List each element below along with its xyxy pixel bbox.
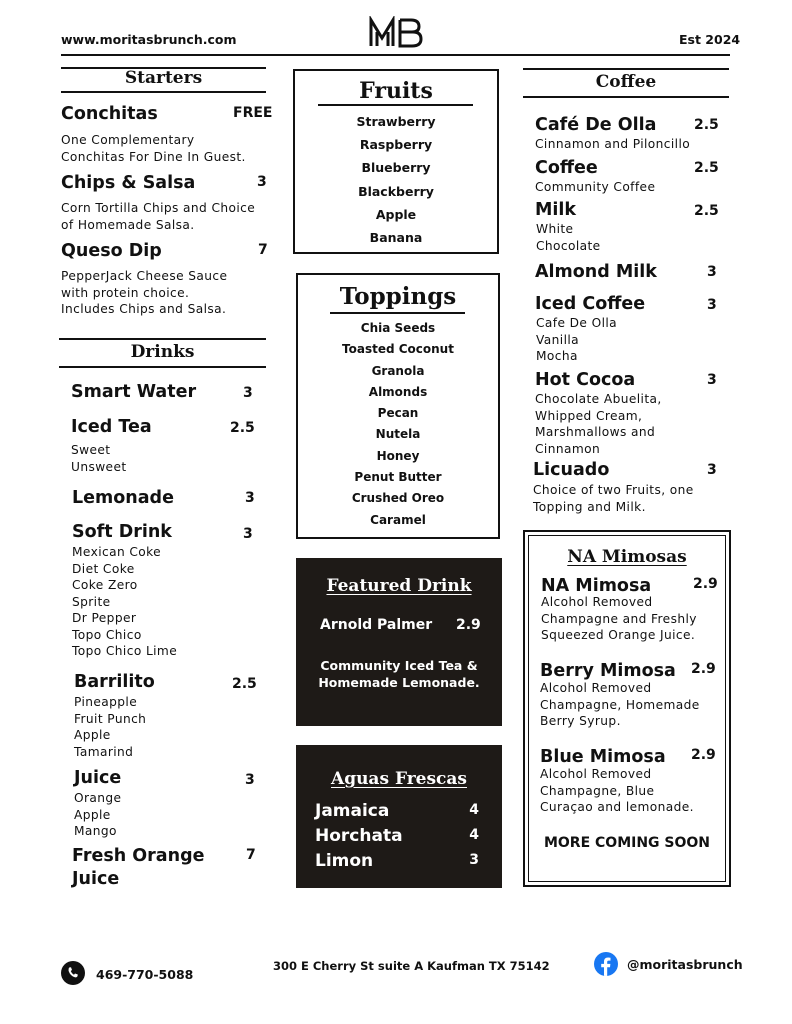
fruits-heading: Fruits <box>359 78 433 104</box>
featured-drink-panel <box>296 558 502 726</box>
drinks-bottom-rule <box>59 366 266 368</box>
starter-name: Conchitas <box>61 104 158 124</box>
drink-name: Smart Water <box>71 382 197 402</box>
mimosa-desc: Alcohol Removed Champagne, Blue Curaçao and lemonade. <box>540 767 694 814</box>
header-divider <box>61 54 730 56</box>
starter-desc: One Complementary Conchitas For Dine In Guest. <box>61 133 246 164</box>
aguas-frescas-panel <box>296 745 502 888</box>
topping-item: Crushed Oreo <box>351 491 445 506</box>
starters-heading: Starters <box>124 68 203 88</box>
mimosa-name: Blue Mimosa <box>540 747 666 767</box>
coffee-name: Milk <box>535 200 577 220</box>
agua-price: 4 <box>469 827 479 843</box>
starter-name: Queso Dip <box>61 241 162 261</box>
phone-icon <box>61 961 85 985</box>
fruit-item: Blackberry <box>358 183 434 199</box>
coffee-desc: Chocolate Abuelita, Whipped Cream, Marshmallows and Cinnamon <box>535 392 662 456</box>
coffee-price: 3 <box>707 264 717 280</box>
coffee-name: Almond Milk <box>535 262 657 282</box>
social-handle[interactable]: @moritasbrunch <box>627 957 743 972</box>
drink-name: Juice <box>74 768 122 788</box>
mimosa-price: 2.9 <box>691 661 716 677</box>
agua-name: Horchata <box>315 826 403 846</box>
agua-price: 4 <box>469 802 479 818</box>
coffee-desc: Cinnamon and Piloncillo <box>535 137 691 151</box>
fruits-rule <box>318 104 473 106</box>
drinks-top-rule <box>59 338 266 340</box>
coffee-name: Coffee <box>535 158 598 178</box>
coffee-price: 3 <box>707 462 717 478</box>
fruit-item: Raspberry <box>359 137 433 153</box>
coffee-desc: Choice of two Fruits, one Topping and Milk. <box>533 483 694 514</box>
drink-price: 3 <box>245 490 255 506</box>
coffee-price: 3 <box>707 372 717 388</box>
drink-options: Pineapple Fruit Punch Apple Tamarind <box>74 695 147 759</box>
mimosa-price: 2.9 <box>693 576 718 592</box>
drink-price: 3 <box>245 772 255 788</box>
coffee-top-rule <box>523 68 729 70</box>
featured-drink-price: 2.9 <box>456 617 481 633</box>
mimosa-name: NA Mimosa <box>541 576 652 596</box>
aguas-list <box>315 801 485 876</box>
drink-options: Sweet Unsweet <box>71 443 127 474</box>
topping-item: Toasted Coconut <box>342 342 454 357</box>
featured-drink-desc: Community Iced Tea & Homemade Lemonade. <box>318 658 480 690</box>
brand-logo <box>368 16 424 48</box>
coffee-heading: Coffee <box>595 72 657 92</box>
starter-desc: Corn Tortilla Chips and Choice of Homemade Salsa. <box>61 201 256 232</box>
fruits-list <box>293 110 499 249</box>
featured-heading: Featured Drink <box>326 576 472 596</box>
starter-desc: PepperJack Cheese Sauce with protein choice. Includes Chips and Salsa. <box>61 269 228 316</box>
drink-name: Iced Tea <box>71 417 152 437</box>
topping-item: Penut Butter <box>354 470 442 485</box>
drink-name: Soft Drink <box>72 522 172 542</box>
mimosa-desc: Alcohol Removed Champagne and Freshly Squeezed Orange Juice. <box>541 595 697 642</box>
website-url[interactable]: www.moritasbrunch.com <box>61 32 237 47</box>
fruit-item: Blueberry <box>361 160 431 176</box>
more-coming-soon: MORE COMING SOON <box>543 835 711 851</box>
toppings-list <box>296 318 500 531</box>
toppings-rule <box>330 312 465 314</box>
facebook-icon[interactable] <box>594 952 618 976</box>
mimosa-name: Berry Mimosa <box>540 661 676 681</box>
drink-name: Fresh Orange Juice <box>72 846 205 889</box>
drink-name: Barrilito <box>74 672 155 692</box>
coffee-price: 3 <box>707 297 717 313</box>
drink-price: 7 <box>246 847 256 863</box>
coffee-price: 2.5 <box>694 160 719 176</box>
na-mimosas-heading: NA Mimosas <box>567 547 687 567</box>
coffee-name: Café De Olla <box>535 115 657 135</box>
mimosa-price: 2.9 <box>691 747 716 763</box>
coffee-name: Hot Cocoa <box>535 370 636 390</box>
toppings-heading: Toppings <box>339 283 457 310</box>
coffee-price: 2.5 <box>694 203 719 219</box>
topping-item: Almonds <box>368 384 428 399</box>
fruit-item: Strawberry <box>356 114 436 129</box>
starter-price: 3 <box>257 174 267 190</box>
fruit-item: Banana <box>369 230 423 246</box>
coffee-desc: White Chocolate <box>536 222 601 253</box>
topping-item: Honey <box>376 448 420 463</box>
starter-name: Chips & Salsa <box>61 173 196 193</box>
drink-options: Orange Apple Mango <box>74 791 122 838</box>
mimosa-desc: Alcohol Removed Champagne, Homemade Berry Syrup. <box>540 681 700 728</box>
coffee-bottom-rule <box>523 96 729 98</box>
topping-item: Pecan <box>377 406 419 421</box>
starter-price: FREE <box>233 105 273 121</box>
coffee-desc: Community Coffee <box>535 180 656 194</box>
coffee-price: 2.5 <box>694 117 719 133</box>
topping-item: Granola <box>371 363 425 378</box>
agua-name: Jamaica <box>315 801 390 821</box>
drink-price: 2.5 <box>230 420 255 436</box>
coffee-name: Iced Coffee <box>535 294 646 314</box>
aguas-heading: Aguas Frescas <box>331 769 467 789</box>
starter-price: 7 <box>258 242 268 258</box>
topping-item: Caramel <box>370 512 426 527</box>
agua-price: 3 <box>469 852 479 868</box>
topping-item: Chia Seeds <box>360 321 436 335</box>
drinks-heading: Drinks <box>130 342 195 362</box>
phone-number[interactable]: 469-770-5088 <box>96 967 194 982</box>
established-year: Est 2024 <box>679 32 741 47</box>
starters-bottom-rule <box>61 91 266 93</box>
drink-name: Lemonade <box>72 488 174 508</box>
drink-options: Mexican Coke Diet Coke Coke Zero Sprite Dr Pepper Topo Chico Topo Chico Lime <box>72 545 178 658</box>
coffee-name: Licuado <box>533 460 610 480</box>
fruit-item: Apple <box>375 206 417 222</box>
topping-item: Nutela <box>375 427 421 442</box>
featured-drink-name: Arnold Palmer <box>320 617 433 633</box>
mb-logo-icon <box>368 16 424 48</box>
coffee-desc: Cafe De Olla Vanilla Mocha <box>536 316 618 363</box>
address: 300 E Cherry St suite A Kaufman TX 75142 <box>273 959 550 973</box>
drink-price: 3 <box>243 526 253 542</box>
agua-name: Limon <box>315 851 374 871</box>
drink-price: 3 <box>243 385 253 401</box>
drink-price: 2.5 <box>232 676 257 692</box>
